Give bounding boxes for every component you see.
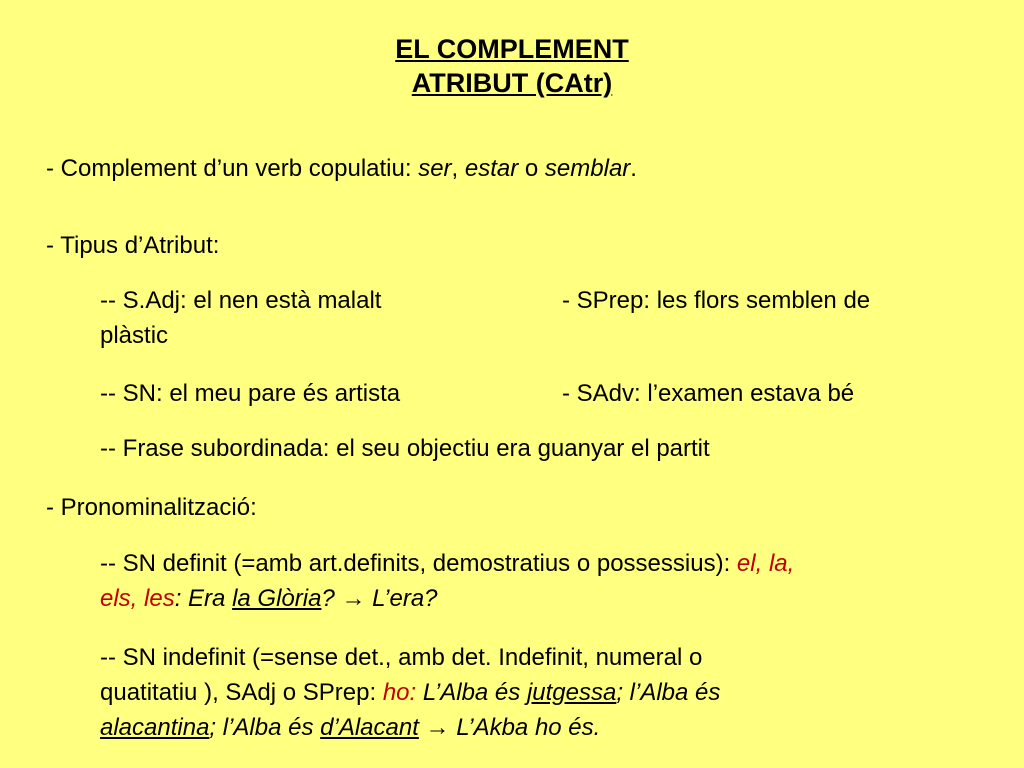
pron-sn-indefinit-line1: -- SN indefinit (=sense det., amb det. Indefinit, numeral o [100, 644, 703, 671]
tipus-sadj: -- S.Adj: el nen està malalt [100, 287, 382, 314]
bullet-pronominalitzacio: - Pronominalització: [46, 494, 257, 521]
tipus-sn: -- SN: el meu pare és artista [100, 380, 401, 407]
pron-red-ho: ho: [382, 679, 417, 706]
bullet-text: - Complement d’un verb copulatiu: [46, 155, 419, 182]
period: . [630, 155, 637, 182]
pron-sn-definit-line2 [100, 582, 438, 616]
pron-sn-indefinit-line2 [100, 676, 720, 710]
title-line-2: ATRIBUT (CAtr) [411, 68, 613, 98]
example-result: ? → L’era? [321, 585, 438, 612]
tipus-sadv: - SAdv: l’examen estava bé [562, 380, 855, 407]
pron2-text: quatitatiu ), SAdj o SPrep: [100, 679, 383, 706]
pron-red-articles: el, la, [736, 550, 795, 577]
example-underlined-alacantina: alacantina [100, 714, 210, 741]
title-line-1: EL COMPLEMENT [395, 34, 629, 64]
example-underlined: la Glòria [232, 585, 322, 612]
verb-ser: ser [418, 155, 452, 182]
pron-text: -- SN definit (=amb art.definits, demostratius o possessius): [100, 550, 737, 577]
tipus-frase: -- Frase subordinada: el seu objectiu era guanyar el partit [100, 435, 710, 462]
example-underlined-jutgessa: jutgessa [526, 679, 617, 706]
example-text-2: ; l’Alba és [616, 679, 721, 706]
verb-semblar: semblar [544, 155, 631, 182]
pron-red-articles-2: els, les [100, 585, 175, 612]
separator: , [451, 155, 465, 182]
example-text: L’Alba és [416, 679, 527, 706]
tipus-sprep: - SPrep: les flors semblen de [562, 287, 871, 314]
pron-sn-indefinit-line3 [100, 711, 600, 745]
pron-sn-definit-line1 [100, 547, 794, 581]
example-text: : Era [174, 585, 233, 612]
example-text-3: ; l’Alba és [209, 714, 321, 741]
example-underlined-dalacant: d’Alacant [320, 714, 419, 741]
bullet-tipus-atribut: - Tipus d’Atribut: [46, 232, 220, 259]
example-result-2: → L’Akba ho és. [418, 714, 601, 741]
conjunction: o [518, 155, 545, 182]
slide-title [0, 32, 1024, 100]
bullet-verb-copulatiu [46, 152, 637, 186]
tipus-sprep-cont: plàstic [100, 322, 169, 349]
verb-estar: estar [464, 155, 519, 182]
